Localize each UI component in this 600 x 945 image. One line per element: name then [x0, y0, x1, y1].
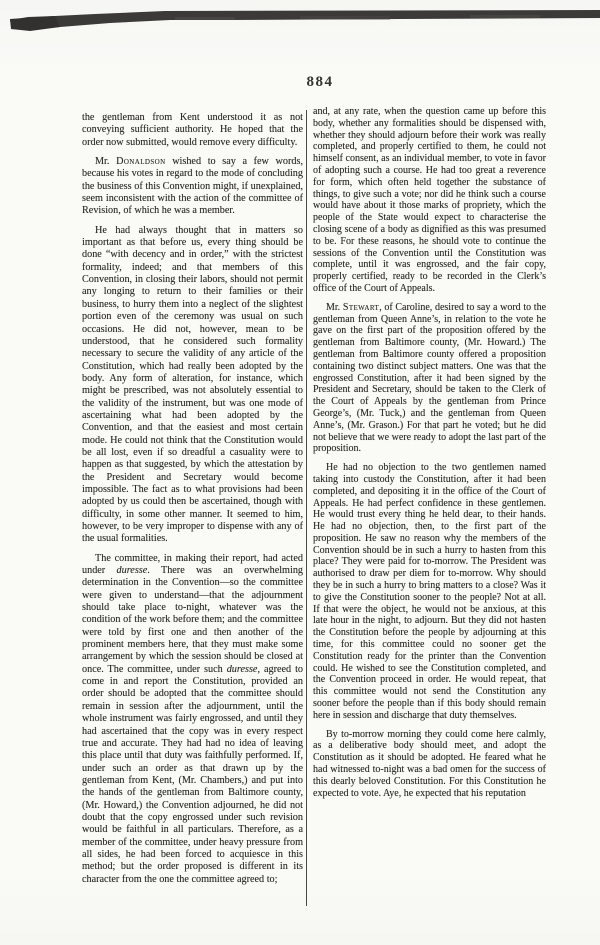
left-column	[82, 112, 303, 893]
paragraph-text: The committee, in making their report, had acted under	[82, 552, 303, 577]
speaker-name: Stewart	[342, 301, 380, 313]
paragraph-text: Mr.	[95, 156, 117, 168]
paragraph-text: By to-morrow morning they could come here calmly, as a deliberative body should meet, and adopt the Constitution as it should be adopted. He feared what he had witnessed to-night was a bad omen for the success of this dearly beloved Constitution. For this Constitution he expected to vote. Aye, he expected that his reputation	[313, 728, 546, 799]
right-column	[313, 106, 546, 806]
paragraph-text: wished to say a few words, because his votes in regard to the mode of concluding the business of this Convention might, if unexplained, seem inconsistent with the action of the committee of Revision, of which he was a member.	[82, 156, 303, 217]
paragraph-text: He had always thought that in matters so important as that before us, every thing should be done “with decency and in order,” with the strictest formality, indeed; and that members of this Convention, in closing their labors, should not permit any longing to return to their families or their business, to hurry them into a neglect of the slightest portion even of the ceremony was usual on such occasions. He did not, however, mean to be understood, that he considered such formality necessary to secure the validity of any article of the Constitution, which had really been adopted by the body. Any form of alteration, for instance, which might be prescribed, was not absolutely essential to the validity of the instrument, but was one mode of ascertaining what had been adopted by the Convention, and that the easiest and most certain mode. He could not think that the Constitution would be all lost, even if so dreadful a casuality were to happen as that suggested, by which the attestation by the President and Secretary would become impossible. The fact as to what provisions had been adopted by us could then be ascertained, though with difficulty, in some other manner. It seemed to him, however, to be very improper to dispense with any of the usual formalities.	[82, 224, 303, 545]
paragraph	[313, 462, 546, 722]
paragraph-text: He had no objection to the two gentlemen named taking into custody the Constitution, after it had been completed, and depositing it in the office of the Court of Appeals. He had perfect confidence in these gentlemen. He would trust every thing he held dear, to their hands. He had no objection, then, to the first part of the proposition. He saw no reason why the members of the Convention should be in such a hurry to hasten from this place? They were paid for to-morrow. The President was authorised to draw per diem for to-morrow. Why should they be in such a hurry to bring matters to a close? Was it to give the Constitution sooner to the people? Not at all. If that were the object, he would not be anxious, at this late hour in the night, to adjourn. But they did not hasten the Constitution before the people by adjourning at this time, for this committee could no sooner get the Constitution ready for the printer than the Convention could. He wished to see the Constitution completed, and the Convention proceed in order. He would repeat, that this committee would not send the Constitution any sooner before the people than if this body should remain here in session and discharge that duty themselves.	[313, 462, 546, 721]
paragraph	[313, 302, 546, 455]
page-number: 884	[306, 74, 334, 90]
paragraph-text: and, at any rate, when the question came up before this body, whether any formalities should be dispensed with, whether they should adjourn before their work was really completed, and properly certified to them, he could not himself consent, as an individual member, to vote in favor of adopting such a course. He had too great a reverence for form, which often held together the substance of things, to give such a vote; nor did he think such a course would have about it those marks of propriety, which the people of the State would expect to characterise the closing scene of a body as dignified as this was presumed to be. For these reasons, he should vote to continue the sessions of the Convention until the Constitution was complete, until it was engrossed, and the fair copy, properly certified, ready to be recorded in the Clerk’s office of the Court of Appeals.	[313, 106, 546, 294]
scan-artifact-band	[0, 0, 600, 42]
paragraph	[313, 729, 546, 800]
paragraph-text: . There was an overwhelming determination in the Convention—so the committee were given to understand—that the adjournment should take place to-night, whatever was the condition of the work before them; and the committee were told by first one and then another of the prominent members here, that they must make some arrangement by which the session should be closed at once. The committee, under such	[82, 565, 304, 675]
paragraph	[82, 112, 303, 149]
paragraph-text: the gentleman from Kent understood it as not conveying sufficient authority. He hoped that the order now submitted, would remove every difficulty.	[82, 112, 303, 148]
paragraph-text: , of Caroline, desired to say a word to the gentleman from Queen Anne’s, in relation to the vote he gave on the first part of the proposition offered by the gentleman from Baltimore county, (Mr. Howard.) The gentleman from Baltimore county offered a proposition containing two distinct subject matters. One was that the engrossed Constitution, after it had been signed by the President and Secretary, should be taken to the Clerk of the Court of Appeals by the gentleman from Prince George’s, (Mr. Tuck,) and the gentleman from Queen Anne’s, (Mr. Grason.) For that part he voted; but he did not believe that we were ready to adopt the last part of the proposition.	[313, 301, 547, 455]
column-divider	[306, 110, 307, 906]
paragraph-text: , agreed to come in and report the Constitution, provided an order should be adopted that the committee should remain in session after the adjournment, until the whole instrument was fairly engrossed, and until they had ascertained that the copy was in every respect true and accurate. They had had no idea of leaving this place until that duty was faithfully performed. If, under such an order as that drawn up by the gentleman from Kent, (Mr. Chambers,) and put into the hands of the gentleman from Baltimore county, (Mr. Howard,) the Convention adjourned, he did not doubt that the copy engrossed under such revision would be faithful in all particulars. Therefore, as a member of the committee, under heavy pressure from all sides, he had been forced to acquiesce in this method; but the order proposed is different in its character from the one the committee agreed to;	[82, 663, 303, 885]
paragraph-text: Mr.	[326, 301, 343, 313]
paragraph	[313, 106, 546, 295]
paragraph	[82, 156, 303, 218]
italic-term: duresse	[116, 565, 148, 577]
paragraph	[82, 225, 303, 546]
italic-term: duresse	[226, 663, 258, 675]
paragraph	[82, 553, 303, 886]
speaker-name: Donaldson	[116, 156, 166, 168]
